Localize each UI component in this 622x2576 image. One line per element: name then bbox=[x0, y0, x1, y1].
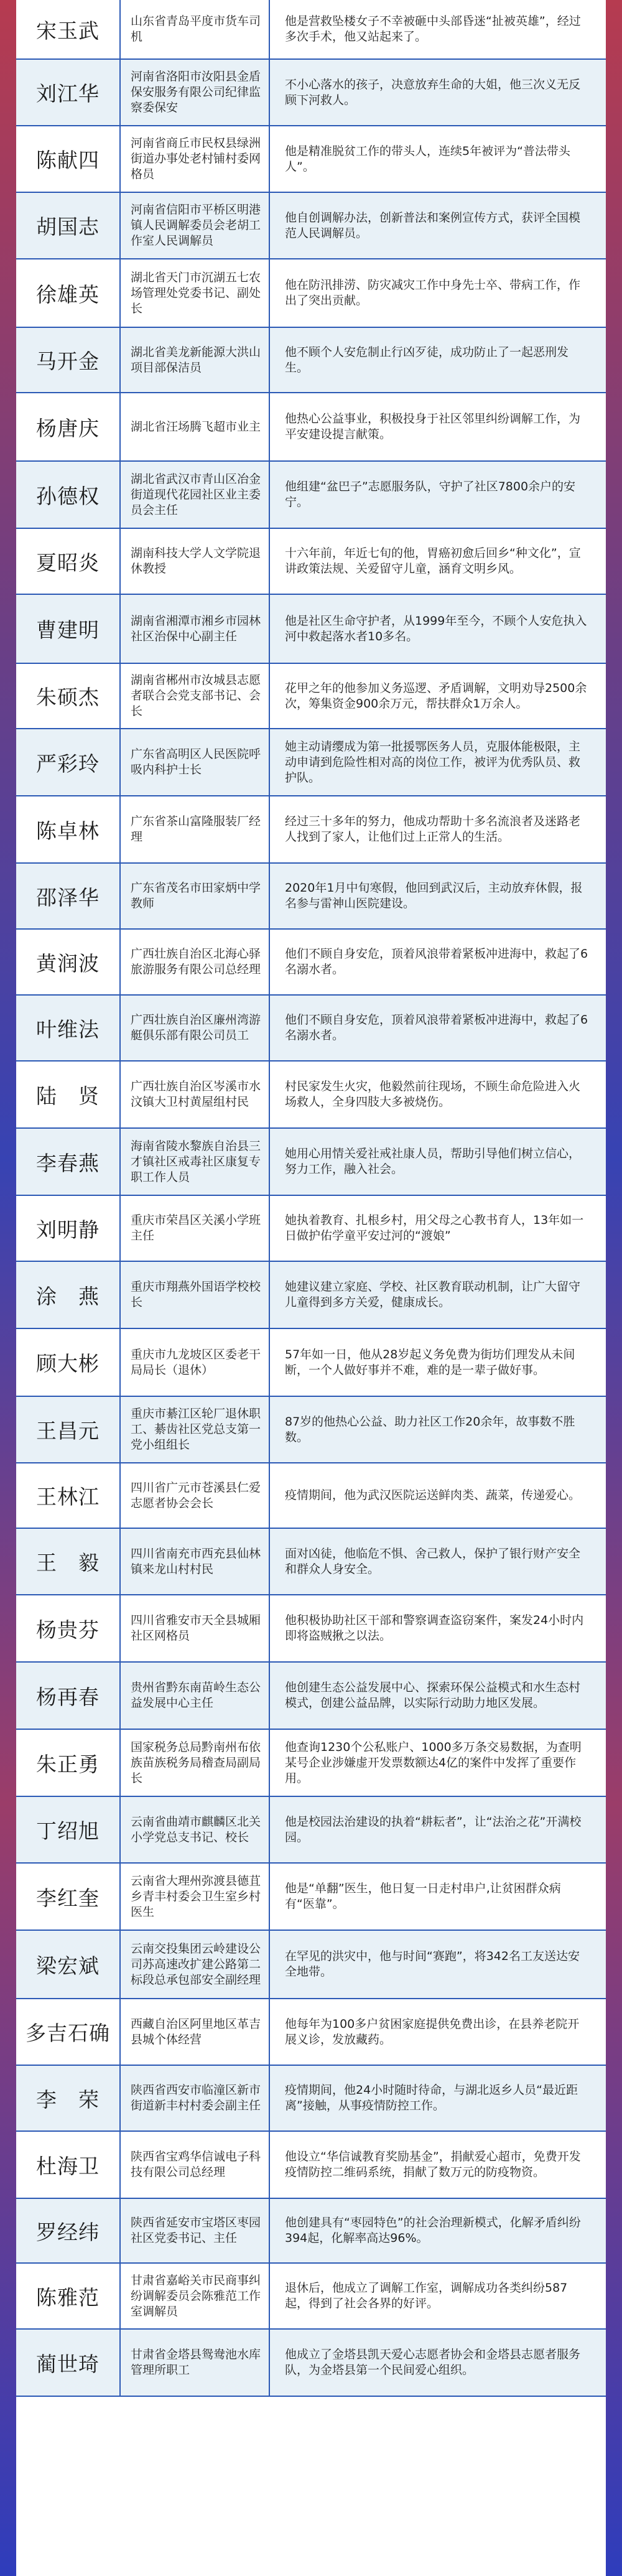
person-deed bbox=[270, 60, 606, 125]
person-name: 朱硕杰 bbox=[16, 664, 121, 728]
person-deed-text: 十六年前，年近七旬的他，胃癌初愈后回乡“种文化”，宣讲政策法规、关爱留守儿童，涵育文明乡风。 bbox=[285, 546, 581, 576]
person-name: 陈卓林 bbox=[16, 796, 121, 862]
person-unit-text: 广西壮族自治区廉州湾游艇俱乐部有限公司员工 bbox=[131, 1013, 261, 1042]
person-name: 梁宏斌 bbox=[16, 1931, 121, 1998]
person-unit bbox=[121, 193, 270, 258]
person-name: 杨唐庆 bbox=[16, 393, 121, 460]
person-deed bbox=[270, 2264, 606, 2328]
person-name: 顾大彬 bbox=[16, 1329, 121, 1396]
person-deed bbox=[270, 1999, 606, 2065]
person-unit-text: 陕西省西安市临潼区新市街道新丰村村委会副主任 bbox=[131, 2083, 261, 2112]
person-unit bbox=[121, 864, 270, 928]
person-name: 王昌元 bbox=[16, 1397, 121, 1462]
person-deed-text: 他自创调解办法，创新普法和案例宣传方式，获评全国模范人民调解员。 bbox=[285, 210, 581, 240]
person-deed-text: 她用心用情关爱社戒社康人员，帮助引导他们树立信心，努力工作，融入社会。 bbox=[285, 1147, 581, 1176]
person-unit-text: 河南省商丘市民权县绿洲街道办事处老村铺村委网格员 bbox=[131, 136, 261, 181]
table-row bbox=[16, 2066, 606, 2132]
person-deed-text: 他创建生态公益发展中心、探索环保公益模式和水生态村模式，创建公益品牌，以实际行动助力地区发展。 bbox=[285, 1681, 581, 1710]
person-unit bbox=[121, 2132, 270, 2198]
person-deed-text: 他们不顾自身安危，顶着风浪带着紧板冲进海中，救起了6名溺水者。 bbox=[285, 1013, 588, 1042]
person-unit bbox=[121, 126, 270, 192]
table-row bbox=[16, 1129, 606, 1196]
person-unit bbox=[121, 2330, 270, 2396]
person-deed-text: 花甲之年的他参加义务巡逻、矛盾调解，文明劝导2500余次，筹集资金900余万元，帮扶群众1万余人。 bbox=[285, 681, 587, 711]
person-deed bbox=[270, 462, 606, 528]
person-unit bbox=[121, 1663, 270, 1729]
person-deed bbox=[270, 1663, 606, 1729]
person-deed bbox=[270, 1262, 606, 1328]
person-unit bbox=[121, 1062, 270, 1127]
person-name: 陈雅范 bbox=[16, 2264, 121, 2328]
person-deed-text: 她建议建立家庭、学校、社区教育联动机制，让广大留守儿童得到多方关爱，健康成长。 bbox=[285, 1280, 581, 1309]
person-deed-text: 村民家发生火灾，他毅然前往现场，不顾生命危险进入火场救人，全身四肢大多被烧伤。 bbox=[285, 1080, 581, 1109]
person-deed-text: 他是校园法治建设的执着“耕耘者”，让“法治之花”开满校园。 bbox=[285, 1814, 582, 1844]
person-unit-text: 广东省茶山富隆服装厂经理 bbox=[131, 814, 261, 844]
table-row bbox=[16, 796, 606, 864]
person-deed-text: 他每年为100多户贫困家庭提供免费出诊，在县养老院开展义诊，发放藏药。 bbox=[285, 2017, 580, 2046]
person-deed bbox=[270, 328, 606, 392]
person-unit bbox=[121, 0, 270, 58]
person-name: 刘江华 bbox=[16, 60, 121, 125]
person-deed bbox=[270, 1595, 606, 1661]
table-row bbox=[16, 1999, 606, 2066]
person-deed bbox=[270, 864, 606, 928]
person-unit bbox=[121, 2264, 270, 2328]
table-row bbox=[16, 2199, 606, 2264]
person-unit-text: 湖北省美龙新能源大洪山项目部保洁员 bbox=[131, 345, 261, 375]
table-row bbox=[16, 996, 606, 1062]
person-deed bbox=[270, 1463, 606, 1528]
table-row bbox=[16, 1529, 606, 1595]
person-name: 陈献四 bbox=[16, 126, 121, 192]
person-name: 胡国志 bbox=[16, 193, 121, 258]
person-deed-text: 经过三十多年的努力，他成功帮助十多名流浪者及迷路老人找到了家人，让他们过上正常人的生活。 bbox=[285, 814, 581, 844]
table-row bbox=[16, 1196, 606, 1262]
person-name: 陆 贤 bbox=[16, 1062, 121, 1127]
person-deed-text: 他是营救坠楼女子不幸被砸中头部昏迷“扯被英雄”，经过多次手术，他又站起来了。 bbox=[285, 14, 581, 44]
table-row bbox=[16, 930, 606, 996]
person-unit bbox=[121, 1196, 270, 1261]
person-name: 孙德权 bbox=[16, 462, 121, 528]
table-row bbox=[16, 1931, 606, 1999]
table-row bbox=[16, 393, 606, 462]
person-deed-text: 2020年1月中旬寒假，他回到武汉后，主动放弃休假，报名参与雷神山医院建设。 bbox=[285, 881, 583, 910]
person-name: 黄润波 bbox=[16, 930, 121, 994]
person-deed bbox=[270, 126, 606, 192]
person-unit bbox=[121, 328, 270, 392]
person-deed bbox=[270, 2330, 606, 2396]
person-unit-text: 海南省陵水黎族自治县三才镇社区戒毒社区康复专职工作人员 bbox=[131, 1139, 261, 1184]
person-unit bbox=[121, 1129, 270, 1195]
person-unit bbox=[121, 729, 270, 795]
person-unit bbox=[121, 664, 270, 728]
table-row bbox=[16, 664, 606, 729]
person-unit-text: 四川省雅安市天全县城厢社区网格员 bbox=[131, 1613, 261, 1643]
person-name: 王 毅 bbox=[16, 1529, 121, 1594]
person-unit-text: 湖北省武汉市青山区冶金街道现代花园社区业主委员会主任 bbox=[131, 472, 261, 517]
person-name: 宋玉武 bbox=[16, 0, 121, 58]
person-deed-text: 她主动请缨成为第一批援鄂医务人员，克服体能极限，主动申请到危险性相对高的岗位工作，被评为优秀队员、救护队。 bbox=[285, 739, 581, 785]
person-unit-text: 湖南省郴州市汝城县志愿者联合会党支部书记、会长 bbox=[131, 673, 261, 718]
person-deed-text: 不小心落水的孩子，决意放弃生命的大姐，他三次义无反顾下河救人。 bbox=[285, 77, 581, 107]
table-row bbox=[16, 1463, 606, 1529]
table-row bbox=[16, 729, 606, 796]
table-row bbox=[16, 864, 606, 930]
person-unit bbox=[121, 2066, 270, 2130]
person-deed bbox=[270, 996, 606, 1060]
person-name: 杜海卫 bbox=[16, 2132, 121, 2198]
person-deed-text: 疫情期间，他为武汉医院运送鲜肉类、蔬菜，传递爱心。 bbox=[285, 1488, 581, 1502]
person-unit bbox=[121, 1931, 270, 1998]
person-deed-text: 他设立“华信诚教育奖励基金”，捐献爱心超市，免费开发疫情防控二维码系统，捐献了数万元的防疫物资。 bbox=[285, 2150, 581, 2179]
person-name: 叶维法 bbox=[16, 996, 121, 1060]
person-name: 李 荣 bbox=[16, 2066, 121, 2130]
person-deed bbox=[270, 2066, 606, 2130]
person-name: 徐雄英 bbox=[16, 259, 121, 327]
person-unit-text: 陕西省宝鸡华信诚电子科技有限公司总经理 bbox=[131, 2150, 261, 2179]
person-deed-text: 他是“单翻”医生，他日复一日走村串户,让贫困群众病有“医靠”。 bbox=[285, 1882, 561, 1911]
person-deed-text: 退休后，他成立了调解工作室，调解成功各类纠纷587起，得到了社会各界的好评。 bbox=[285, 2281, 568, 2310]
table-row bbox=[16, 1864, 606, 1931]
person-name: 罗经纬 bbox=[16, 2199, 121, 2262]
person-deed bbox=[270, 529, 606, 594]
person-deed-text: 面对凶徒，他临危不惧、舍己救人，保护了银行财产安全和群众人身安全。 bbox=[285, 1546, 581, 1576]
person-unit bbox=[121, 60, 270, 125]
person-unit-text: 四川省南充市西充县仙林镇来龙山村村民 bbox=[131, 1546, 261, 1576]
person-unit bbox=[121, 1529, 270, 1594]
table-row bbox=[16, 1663, 606, 1730]
person-unit-text: 广西壮族自治区北海心驿旅游服务有限公司总经理 bbox=[131, 947, 261, 976]
person-unit bbox=[121, 1262, 270, 1328]
person-name: 多吉石确 bbox=[16, 1999, 121, 2065]
person-deed bbox=[270, 664, 606, 728]
person-unit-text: 广东省茂名市田家炳中学教师 bbox=[131, 881, 261, 910]
person-deed bbox=[270, 1529, 606, 1594]
person-unit-text: 甘肃省嘉峪关市民商事纠纷调解委员会陈雅范工作室调解员 bbox=[131, 2273, 261, 2318]
person-deed bbox=[270, 1329, 606, 1396]
table-row bbox=[16, 126, 606, 193]
person-deed-text: 他组建“盆巴子”志愿服务队，守护了社区7800余户的安宁。 bbox=[285, 480, 576, 509]
table-row bbox=[16, 1730, 606, 1797]
person-unit-text: 陕西省延安市宝塔区枣园社区党委书记、主任 bbox=[131, 2216, 261, 2245]
person-deed-text: 在罕见的洪灾中，他与时间“赛跑”，将342名工友送达安全地带。 bbox=[285, 1949, 580, 1979]
person-unit-text: 云南省曲靖市麒麟区北关小学党总支书记、校长 bbox=[131, 1814, 261, 1844]
person-unit bbox=[121, 996, 270, 1060]
person-unit-text: 山东省青岛平度市货车司机 bbox=[131, 14, 261, 44]
person-deed-text: 他积极协助社区干部和警察调查盗窃案件，案发24小时内即将盗贼揪之以法。 bbox=[285, 1613, 584, 1643]
person-unit bbox=[121, 2199, 270, 2262]
person-deed-text: 他不顾个人安危制止行凶歹徒，成功防止了一起恶刑发生。 bbox=[285, 345, 569, 375]
person-name: 杨贵芬 bbox=[16, 1595, 121, 1661]
person-unit bbox=[121, 1730, 270, 1796]
person-unit-text: 湖南省湘潭市湘乡市园林社区治保中心副主任 bbox=[131, 614, 261, 643]
person-deed-text: 他成立了金塔县凯天爱心志愿者协会和金塔县志愿者服务队，为金塔县第一个民间爱心组织。 bbox=[285, 2348, 581, 2377]
person-unit-text: 广西壮族自治区岑溪市水汶镇大卫村黄屋组村民 bbox=[131, 1080, 261, 1109]
person-unit bbox=[121, 1329, 270, 1396]
person-name: 刘明静 bbox=[16, 1196, 121, 1261]
person-deed bbox=[270, 2199, 606, 2262]
person-unit-text: 四川省广元市苍溪县仁爱志愿者协会会长 bbox=[131, 1480, 261, 1510]
honor-table bbox=[16, 0, 606, 2576]
person-name: 邵泽华 bbox=[16, 864, 121, 928]
person-unit-text: 重庆市翔燕外国语学校校长 bbox=[131, 1280, 261, 1309]
person-unit-text: 重庆市九龙坡区区委老干局局长（退休） bbox=[131, 1347, 261, 1377]
person-deed-text: 他查询1230个公私账户、1000多万条交易数据，为查明某号企业涉嫌虚开发票数额达4亿的案件中发挥了重要作用。 bbox=[285, 1740, 582, 1785]
person-deed-text: 他热心公益事业，积极投身于社区邻里纠纷调解工作，为平安建设提言献策。 bbox=[285, 412, 581, 441]
person-name: 王林江 bbox=[16, 1463, 121, 1528]
person-deed bbox=[270, 1062, 606, 1127]
person-deed bbox=[270, 595, 606, 663]
table-row bbox=[16, 595, 606, 664]
person-name: 严彩玲 bbox=[16, 729, 121, 795]
person-name: 朱正勇 bbox=[16, 1730, 121, 1796]
table-row bbox=[16, 1595, 606, 1663]
table-row bbox=[16, 60, 606, 126]
person-name: 李春燕 bbox=[16, 1129, 121, 1195]
person-deed bbox=[270, 193, 606, 258]
table-row bbox=[16, 2264, 606, 2330]
person-unit bbox=[121, 1999, 270, 2065]
person-unit-text: 甘肃省金塔县鸳鸯池水库管理所职工 bbox=[131, 2348, 261, 2377]
person-unit-text: 国家税务总局黔南州布依族苗族税务局稽查局副局长 bbox=[131, 1740, 261, 1785]
person-deed bbox=[270, 393, 606, 460]
person-name: 曹建明 bbox=[16, 595, 121, 663]
table-row bbox=[16, 1262, 606, 1329]
person-deed bbox=[270, 1931, 606, 1998]
person-name: 马开金 bbox=[16, 328, 121, 392]
person-deed-text: 他创建具有“枣园特色”的社会治理新模式，化解矛盾纠纷394起，化解率高达96%。 bbox=[285, 2216, 581, 2245]
person-unit bbox=[121, 462, 270, 528]
person-deed-text: 他在防汛排涝、防灾减灾工作中身先士卒、带病工作，作出了突出贡献。 bbox=[285, 278, 581, 307]
person-deed bbox=[270, 259, 606, 327]
person-deed bbox=[270, 1730, 606, 1796]
person-unit bbox=[121, 1864, 270, 1930]
table-row bbox=[16, 2330, 606, 2397]
person-name: 蔺世琦 bbox=[16, 2330, 121, 2396]
person-unit bbox=[121, 595, 270, 663]
table-row bbox=[16, 1797, 606, 1864]
person-unit bbox=[121, 930, 270, 994]
person-name: 丁绍旭 bbox=[16, 1797, 121, 1862]
person-unit-text: 云南交投集团云岭建设公司苏高速改扩建公路第二标段总承包部安全副经理 bbox=[131, 1941, 261, 1987]
person-unit-text: 贵州省黔东南苗岭生态公益发展中心主任 bbox=[131, 1681, 261, 1710]
table-row bbox=[16, 193, 606, 259]
person-deed-text: 疫情期间，他24小时随时待命，与湖北返乡人员“最近距离”接触，从事疫情防控工作。 bbox=[285, 2083, 578, 2112]
person-name: 杨再春 bbox=[16, 1663, 121, 1729]
table-row bbox=[16, 0, 606, 60]
person-unit-text: 湖南科技大学人文学院退休教授 bbox=[131, 546, 261, 576]
person-unit bbox=[121, 529, 270, 594]
person-deed-text: 87岁的他热心公益、助力社区工作20余年，故事数不胜数。 bbox=[285, 1414, 575, 1444]
person-deed-text: 她执着教育、扎根乡村，用父母之心教书育人，13年如一日做护佑学童平安过河的“渡娘” bbox=[285, 1213, 584, 1243]
person-name: 夏昭炎 bbox=[16, 529, 121, 594]
person-unit bbox=[121, 393, 270, 460]
person-unit bbox=[121, 1595, 270, 1661]
person-deed-text: 他是社区生命守护者，从1999年至今，不顾个人安危执入河中救起落水者10多名。 bbox=[285, 614, 587, 643]
table-row bbox=[16, 529, 606, 595]
person-deed bbox=[270, 1397, 606, 1462]
person-deed bbox=[270, 930, 606, 994]
person-unit-text: 西藏自治区阿里地区革吉县城个体经营 bbox=[131, 2017, 261, 2046]
person-unit-text: 广东省高明区人民医院呼吸内科护士长 bbox=[131, 747, 261, 777]
person-deed-text: 57年如一日，他从28岁起义务免费为街坊们理发从未间断，一个人做好事并不难，难的是一辈子做好事。 bbox=[285, 1347, 575, 1377]
person-unit-text: 河南省洛阳市汝阳县金盾保安服务有限公司纪律监察委保安 bbox=[131, 70, 261, 114]
person-unit bbox=[121, 1797, 270, 1862]
person-deed bbox=[270, 1797, 606, 1862]
person-deed-text: 他们不顾自身安危，顶着风浪带着紧板冲进海中，救起了6名溺水者。 bbox=[285, 947, 588, 976]
person-unit-text: 河南省信阳市平桥区明港镇人民调解委员会老胡工作室人民调解员 bbox=[131, 203, 261, 248]
person-unit-text: 湖北省汪场腾飞超市业主 bbox=[131, 419, 261, 434]
table-row bbox=[16, 1397, 606, 1463]
table-row bbox=[16, 2132, 606, 2199]
person-deed bbox=[270, 0, 606, 58]
person-deed bbox=[270, 1129, 606, 1195]
person-name: 涂 燕 bbox=[16, 1262, 121, 1328]
person-unit bbox=[121, 259, 270, 327]
person-deed bbox=[270, 1864, 606, 1930]
person-unit bbox=[121, 796, 270, 862]
table-row bbox=[16, 1329, 606, 1397]
person-unit-text: 湖北省天门市沉湖五七农场管理处党委书记、副处长 bbox=[131, 270, 261, 315]
person-deed bbox=[270, 796, 606, 862]
person-unit-text: 重庆市綦江区轮厂退休职工、綦齿社区党总支第一党小组组长 bbox=[131, 1407, 261, 1452]
person-deed bbox=[270, 1196, 606, 1261]
person-deed bbox=[270, 2132, 606, 2198]
person-unit bbox=[121, 1463, 270, 1528]
table-row bbox=[16, 328, 606, 393]
person-unit-text: 重庆市荣昌区关溪小学班主任 bbox=[131, 1213, 261, 1243]
person-unit-text: 云南省大理州弥渡县德苴乡青丰村委会卫生室乡村医生 bbox=[131, 1874, 261, 1919]
table-row bbox=[16, 462, 606, 529]
table-row bbox=[16, 259, 606, 328]
person-unit bbox=[121, 1397, 270, 1462]
table-row bbox=[16, 1062, 606, 1129]
person-name: 李红奎 bbox=[16, 1864, 121, 1930]
person-deed-text: 他是精准脱贫工作的带头人，连续5年被评为“普法带头人”。 bbox=[285, 144, 570, 174]
person-deed bbox=[270, 729, 606, 795]
